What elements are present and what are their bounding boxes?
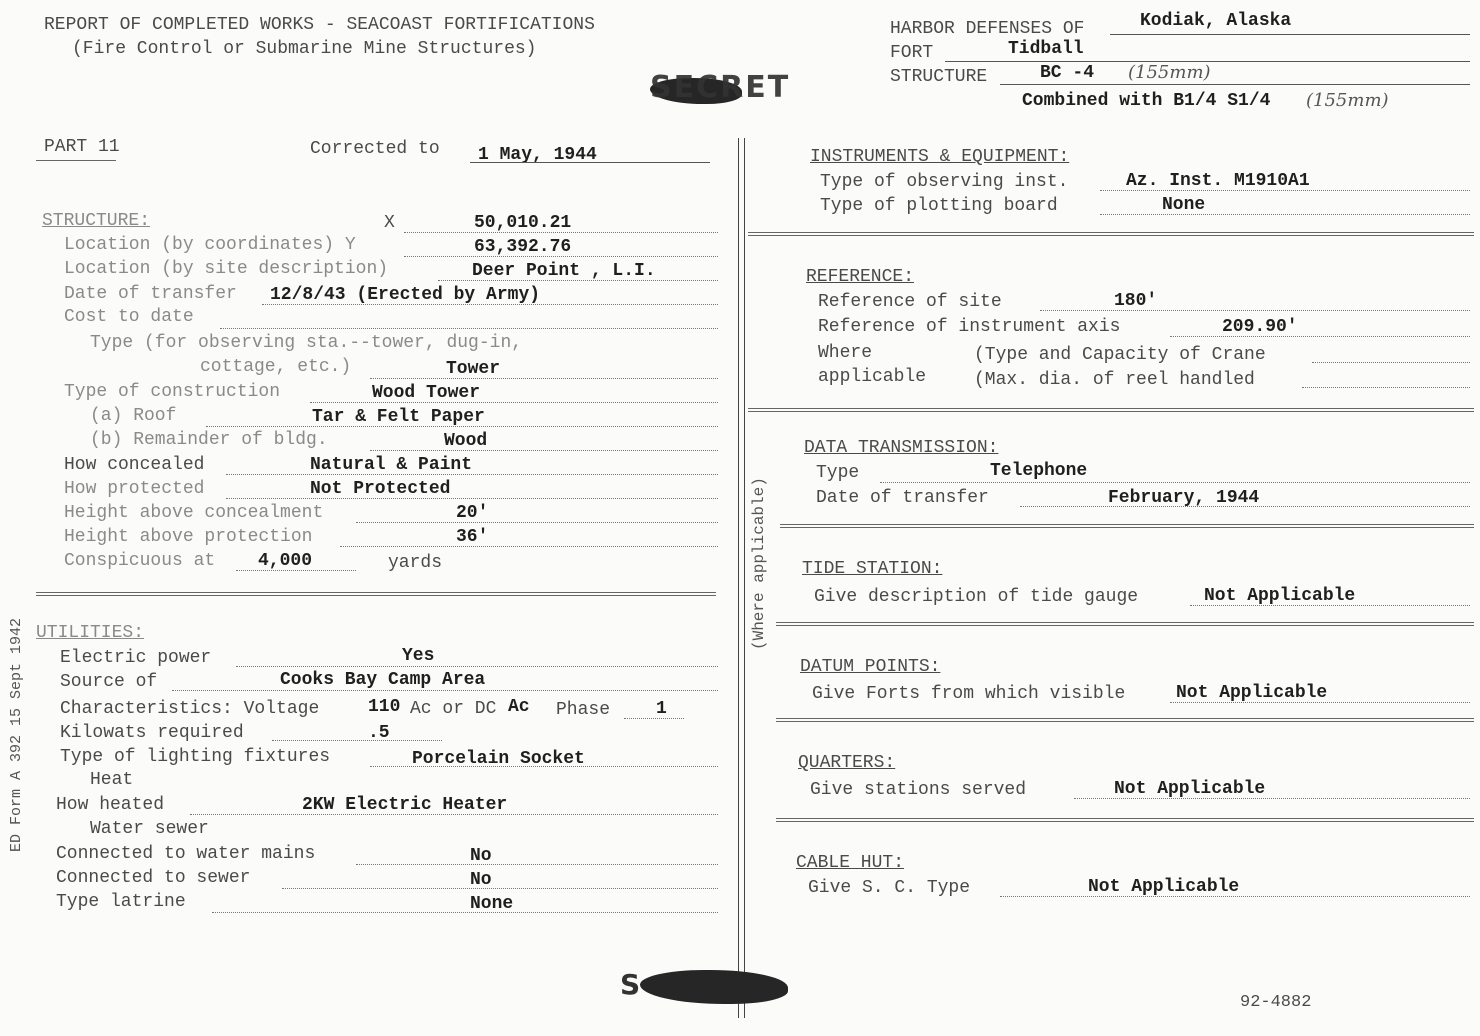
section-divider-transmission bbox=[780, 524, 1474, 528]
document-number: 92-4882 bbox=[1240, 993, 1312, 1012]
height-concealment-label: Height above concealment bbox=[64, 503, 324, 523]
site-description-label: Location (by site description) bbox=[64, 259, 389, 279]
protected-value: Not Protected bbox=[310, 479, 451, 499]
lighting-value: Porcelain Socket bbox=[412, 749, 585, 769]
applicable-label: applicable bbox=[818, 367, 927, 387]
structure-value: BC -4 bbox=[1040, 63, 1095, 83]
transfer-date-value: 12/8/43 (Erected by Army) bbox=[270, 285, 541, 305]
reel-label: (Max. dia. of reel handled bbox=[974, 370, 1255, 390]
phase-value: 1 bbox=[656, 699, 667, 719]
voltage-value: 110 bbox=[368, 697, 401, 717]
transfer-date-label: Date of transfer bbox=[64, 284, 237, 304]
corrected-value: 1 May, 1944 bbox=[478, 145, 597, 165]
height-protection-value: 36' bbox=[456, 527, 489, 547]
construction-value: Wood Tower bbox=[372, 383, 481, 403]
classification-stamp-bottom: S bbox=[620, 968, 641, 1001]
utilities-heading: UTILITIES: bbox=[36, 623, 145, 643]
cost-label: Cost to date bbox=[64, 307, 194, 327]
heated-value: 2KW Electric Heater bbox=[302, 795, 508, 815]
instrument-axis-value: 209.90' bbox=[1222, 317, 1298, 337]
phase-label: Phase bbox=[556, 700, 611, 720]
remainder-label: (b) Remainder of bldg. bbox=[90, 430, 328, 450]
section-divider-reference bbox=[748, 408, 1474, 412]
where-label: Where bbox=[818, 343, 873, 363]
quarters-value: Not Applicable bbox=[1114, 779, 1266, 799]
transmission-type-label: Type bbox=[816, 463, 860, 483]
cable-hut-label: Give S. C. Type bbox=[808, 878, 971, 898]
x-value: 50,010.21 bbox=[474, 213, 572, 233]
reference-heading: REFERENCE: bbox=[806, 267, 915, 287]
tide-station-heading: TIDE STATION: bbox=[802, 559, 943, 579]
conspicuous-label: Conspicuous at bbox=[64, 551, 216, 571]
tide-gauge-label: Give description of tide gauge bbox=[814, 587, 1139, 607]
section-divider-instruments bbox=[748, 232, 1474, 236]
structure-handwritten-note: (155mm) bbox=[1128, 62, 1211, 83]
sewer-value: No bbox=[470, 870, 492, 890]
crane-label: (Type and Capacity of Crane bbox=[974, 345, 1266, 365]
type-value: Tower bbox=[446, 359, 501, 379]
latrine-value: None bbox=[470, 894, 514, 914]
latrine-label: Type latrine bbox=[56, 892, 186, 912]
data-transmission-heading: DATA TRANSMISSION: bbox=[804, 438, 999, 458]
site-description-value: Deer Point , L.I. bbox=[472, 261, 656, 281]
source-value: Cooks Bay Camp Area bbox=[280, 670, 486, 690]
water-mains-label: Connected to water mains bbox=[56, 844, 316, 864]
report-subtitle: (Fire Control or Submarine Mine Structures) bbox=[72, 39, 537, 59]
fort-label: FORT bbox=[890, 43, 934, 63]
sewer-label: Connected to sewer bbox=[56, 868, 251, 888]
heated-label: How heated bbox=[56, 795, 165, 815]
coordinates-label: Location (by coordinates) Y bbox=[64, 235, 356, 255]
harbor-label: HARBOR DEFENSES OF bbox=[890, 19, 1085, 39]
reference-site-label: Reference of site bbox=[818, 292, 1002, 312]
tide-gauge-value: Not Applicable bbox=[1204, 586, 1356, 606]
roof-label: (a) Roof bbox=[90, 406, 177, 426]
kilowatts-value: .5 bbox=[368, 723, 390, 743]
classification-stamp: SECRET bbox=[650, 70, 791, 105]
combined-with: Combined with B1/4 S1/4 bbox=[1022, 91, 1271, 111]
remainder-value: Wood bbox=[444, 431, 488, 451]
observing-value: Az. Inst. M1910A1 bbox=[1126, 171, 1310, 191]
instruments-heading: INSTRUMENTS & EQUIPMENT: bbox=[810, 147, 1070, 167]
cable-hut-value: Not Applicable bbox=[1088, 877, 1240, 897]
datum-points-label: Give Forts from which visible bbox=[812, 684, 1126, 704]
electric-label: Electric power bbox=[60, 648, 212, 668]
harbor-underline bbox=[1110, 34, 1470, 35]
water-mains-value: No bbox=[470, 846, 492, 866]
part-label: PART 11 bbox=[44, 137, 120, 157]
kilowatts-label: Kilowats required bbox=[60, 723, 244, 743]
lighting-label: Type of lighting fixtures bbox=[60, 747, 331, 767]
instrument-axis-label: Reference of instrument axis bbox=[818, 317, 1121, 337]
section-divider-quarters bbox=[776, 818, 1474, 822]
where-applicable-label: (Where applicable) bbox=[750, 477, 768, 650]
conspicuous-value: 4,000 bbox=[258, 551, 313, 571]
transmission-date-value: February, 1944 bbox=[1108, 488, 1260, 508]
report-title: REPORT OF COMPLETED WORKS - SEACOAST FORTIFICATIONS bbox=[44, 15, 595, 35]
structure-underline bbox=[1000, 84, 1470, 85]
roof-value: Tar & Felt Paper bbox=[312, 407, 485, 427]
plotting-label: Type of plotting board bbox=[820, 196, 1058, 216]
height-concealment-value: 20' bbox=[456, 503, 489, 523]
datum-points-value: Not Applicable bbox=[1176, 683, 1328, 703]
transmission-type-value: Telephone bbox=[990, 461, 1088, 481]
part-underline bbox=[36, 160, 116, 161]
conspicuous-unit: yards bbox=[388, 553, 443, 573]
reference-site-value: 180' bbox=[1114, 291, 1158, 311]
protected-label: How protected bbox=[64, 479, 205, 499]
section-divider-datum bbox=[776, 718, 1474, 722]
cable-hut-heading: CABLE HUT: bbox=[796, 853, 905, 873]
construction-label: Type of construction bbox=[64, 382, 281, 402]
type-label-2: cottage, etc.) bbox=[200, 357, 352, 377]
combined-handwritten-note: (155mm) bbox=[1306, 90, 1389, 111]
transmission-date-label: Date of transfer bbox=[816, 488, 989, 508]
form-identifier: ED Form A 392 15 Sept 1942 bbox=[8, 617, 25, 852]
column-divider-inner bbox=[744, 138, 745, 1018]
type-label-1: Type (for observing sta.--tower, dug-in, bbox=[90, 333, 523, 353]
height-protection-label: Height above protection bbox=[64, 527, 313, 547]
concealed-value: Natural & Paint bbox=[310, 455, 473, 475]
datum-points-heading: DATUM POINTS: bbox=[800, 657, 941, 677]
observing-label: Type of observing inst. bbox=[820, 172, 1069, 192]
quarters-heading: QUARTERS: bbox=[798, 753, 896, 773]
x-label: X bbox=[384, 213, 395, 233]
y-value: 63,392.76 bbox=[474, 237, 572, 257]
harbor-value: Kodiak, Alaska bbox=[1140, 11, 1292, 31]
electric-value: Yes bbox=[402, 646, 435, 666]
redaction-mark-bottom bbox=[640, 970, 788, 1004]
water-sewer-label: Water sewer bbox=[90, 819, 209, 839]
quarters-label: Give stations served bbox=[810, 780, 1027, 800]
structure-label: STRUCTURE bbox=[890, 67, 988, 87]
plotting-value: None bbox=[1162, 195, 1206, 215]
concealed-label: How concealed bbox=[64, 455, 205, 475]
corrected-label: Corrected to bbox=[310, 139, 440, 159]
source-label: Source of bbox=[60, 672, 158, 692]
heat-label: Heat bbox=[90, 770, 134, 790]
section-divider-left bbox=[36, 592, 716, 596]
section-divider-tide bbox=[776, 622, 1474, 626]
structure-heading: STRUCTURE: bbox=[42, 211, 151, 231]
ac-value: Ac bbox=[508, 697, 530, 717]
characteristics-label: Characteristics: Voltage bbox=[60, 699, 320, 719]
corrected-underline bbox=[470, 162, 710, 163]
ac-dc-label: Ac or DC bbox=[410, 699, 497, 719]
fort-value: Tidball bbox=[1008, 39, 1084, 59]
column-divider bbox=[738, 138, 739, 1018]
